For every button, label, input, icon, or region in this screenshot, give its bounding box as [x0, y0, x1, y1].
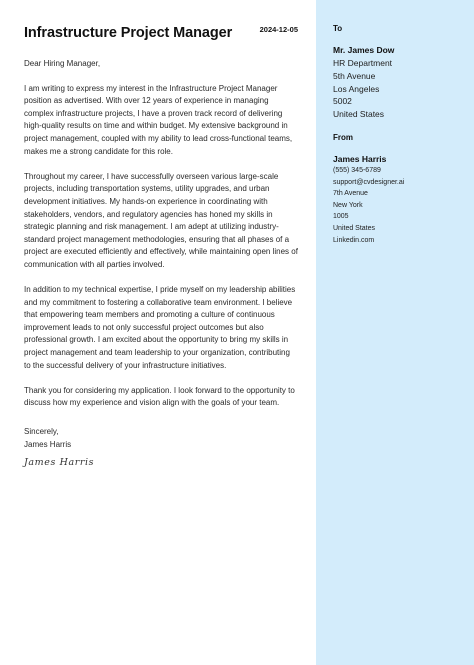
to-heading: To	[333, 24, 343, 33]
letter-body	[24, 58, 298, 470]
recipient-department: HR Department	[333, 58, 393, 68]
sender-postal-code: 1005	[333, 213, 349, 221]
closing-phrase: Sincerely,	[24, 427, 59, 437]
contact-sidebar	[316, 0, 474, 665]
letter-paragraph-3: In addition to my technical expertise, I pride myself on my leadership abilities and my commitment to fostering a collaborative team environment. I believe that empowering team members and promoting a culture of continuous improvement leads to not only successful project outcomes but also professional growth. I am excited about the opportunity to bring my skills in project management and team leadership to your organization, contributing to the successful delivery of your infrastructure initiatives.	[24, 285, 296, 370]
recipient-country: United States	[333, 109, 385, 120]
sender-name: James Harris	[333, 153, 387, 164]
letter-paragraph-4: Thank you for considering my application. I look forward to the opportunity to discuss how my experience and vision align with the goals of your team.	[24, 385, 295, 408]
page-title: Infrastructure Project Manager	[24, 25, 233, 41]
sender-city: New York	[333, 201, 363, 209]
recipient-block	[333, 44, 464, 121]
letter-date: 2024-12-05	[259, 25, 298, 34]
letter-closing	[24, 426, 298, 470]
recipient-postal-code: 5002	[333, 96, 352, 107]
sender-linkedin: Linkedin.com	[333, 236, 375, 244]
recipient-name: Mr. James Dow	[333, 45, 395, 55]
sender-email: support@cvdesigner.ai	[333, 178, 405, 186]
from-heading: From	[333, 132, 353, 142]
sender-phone: (555) 345-6789	[333, 166, 381, 174]
sender-street: 7th Avenue	[333, 190, 368, 198]
letter-header	[24, 24, 298, 58]
sender-block	[333, 153, 464, 246]
handwritten-signature: James Harris	[24, 457, 95, 469]
recipient-city: Los Angeles	[333, 83, 380, 94]
recipient-street: 5th Avenue	[333, 70, 376, 81]
letter-paragraph-1: I am writing to express my interest in the Infrastructure Project Manager position as advertised. With over 12 years of experience in managing complex infrastructure projects, I have a proven track record of delivering high-quality results on time and within budget. My extensive background in project management, coupled with my ability to lead cross-functional teams, makes me a strong candidate for this role.	[24, 83, 293, 156]
letter-paragraph-2: Throughout my career, I have successfully overseen various large-scale projects, including transportation systems, utility upgrades, and urban development initiatives. My hands-on experience in coordinating with stakeholders, vendors, and regulatory agencies has honed my skills in strategic planning and risk management. I am adept at utilizing industry-standard project management methodologies, ensuring that all phases of a project are executed efficiently and effectively, while maintaining open lines of communication with all parties involved.	[24, 171, 298, 269]
closing-name: James Harris	[24, 439, 72, 449]
sender-country: United States	[333, 224, 376, 232]
salutation: Dear Hiring Manager,	[24, 59, 101, 68]
